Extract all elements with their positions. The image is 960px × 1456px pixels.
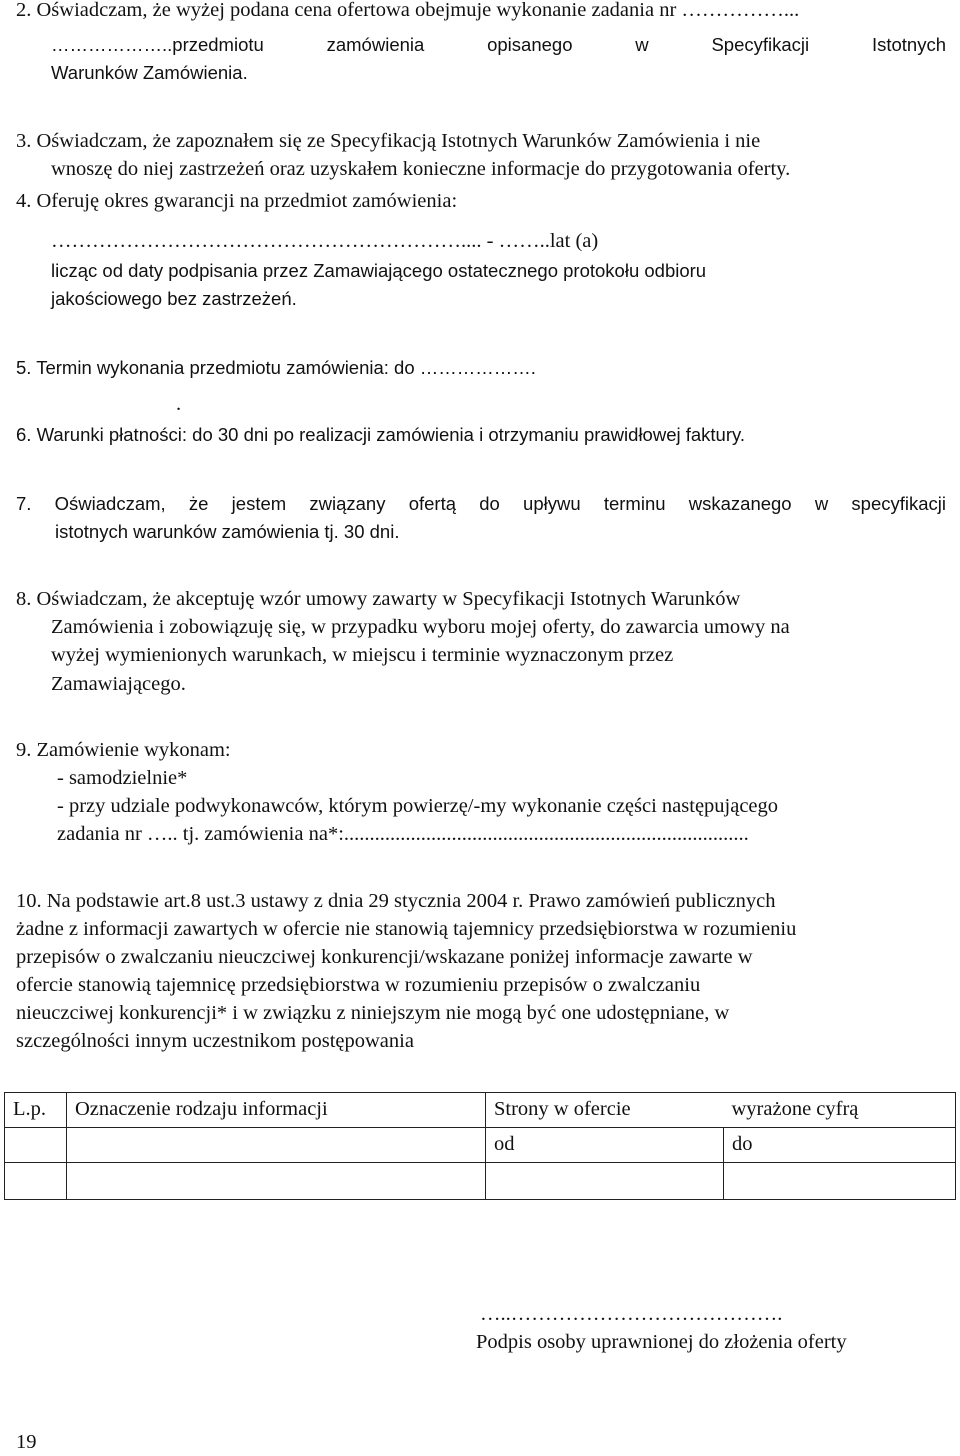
cell-empty [5, 1163, 67, 1200]
subheader-to: do [724, 1128, 956, 1163]
item-10-line-3: przepisów o zwalczaniu nieuczciwej konkurencji/wskazane poniżej informacje zawarte w [16, 946, 753, 968]
item-4-line-2: …………………………………………………….... - ……..lat (a) [51, 230, 599, 252]
item-10-line-2: żadne z informacji zawartych w ofercie nie stanowią tajemnicy przedsiębiorstwa w rozumieniu [16, 918, 797, 940]
confidential-info-table [4, 1092, 956, 1200]
subheader-from: od [486, 1128, 724, 1163]
header-info-type: Oznaczenie rodzaju informacji [67, 1093, 486, 1128]
signature-label: Podpis osoby uprawnionej do złożenia oferty [476, 1331, 847, 1353]
item-2-line-1: 2. Oświadczam, że wyżej podana cena ofertowa obejmuje wykonanie zadania nr ……………... [16, 0, 800, 21]
item-2-line-2: ………………..przedmiotu zamówienia opisanego w Specyfikacji Istotnych [51, 34, 946, 55]
item-10-line-6: szczególności innym uczestnikom postępowania [16, 1030, 414, 1052]
item-3-line-2: wnoszę do niej zastrzeżeń oraz uzyskałem konieczne informacje do przygotowania oferty. [51, 158, 791, 180]
signature-dots: …..…………………………………. [480, 1303, 783, 1325]
header-digits: wyrażone cyfrą [724, 1093, 956, 1128]
item-3-line-1: 3. Oświadczam, że zapoznałem się ze Specyfikacją Istotnych Warunków Zamówienia i nie [16, 130, 761, 152]
cell-empty [67, 1163, 486, 1200]
item-9-line-3: - przy udziale podwykonawców, którym powierzę/-my wykonanie części następującego [57, 795, 779, 817]
cell-empty [67, 1128, 486, 1163]
item-4-line-1: 4. Oferuję okres gwarancji na przedmiot zamówienia: [16, 190, 458, 212]
item-7-line-2: istotnych warunków zamówienia tj. 30 dni. [55, 521, 400, 542]
item-10-line-5: nieuczciwej konkurencji* i w związku z niniejszym nie mogą być one udostępniane, w [16, 1002, 730, 1024]
item-8-line-1: 8. Oświadczam, że akceptuję wzór umowy zawarty w Specyfikacji Istotnych Warunków [16, 588, 741, 610]
item-8-line-4: Zamawiającego. [51, 673, 186, 695]
table-header-row [5, 1093, 956, 1128]
cell-empty [5, 1128, 67, 1163]
item-8-line-3: wyżej wymienionych warunkach, w miejscu i terminie wyznaczonym przez [51, 644, 674, 666]
item-9-line-1: 9. Zamówienie wykonam: [16, 739, 231, 761]
item-5-line-1: 5. Termin wykonania przedmiotu zamówienia: do ………………. [16, 357, 536, 378]
item-4-line-4: jakościowego bez zastrzeżeń. [51, 288, 297, 309]
item-9-line-4: zadania nr ….. tj. zamówienia na*:............................................................................... [57, 823, 749, 845]
item-2-line-3: Warunków Zamówienia. [51, 62, 248, 83]
item-10-line-1: 10. Na podstawie art.8 ust.3 ustawy z dnia 29 stycznia 2004 r. Prawo zamówień publicznych [16, 890, 776, 912]
header-pages: Strony w ofercie [486, 1093, 724, 1128]
item-8-line-2: Zamówienia i zobowiązuję się, w przypadku wyboru mojej oferty, do zawarcia umowy na [51, 616, 790, 638]
table-row [5, 1163, 956, 1200]
item-6-line-1: 6. Warunki płatności: do 30 dni po realizacji zamówienia i otrzymaniu prawidłowej faktury. [16, 424, 746, 445]
table-subheader-row [5, 1128, 956, 1163]
item-5-line-2: . [176, 393, 182, 415]
cell-empty [486, 1163, 724, 1200]
cell-empty [724, 1163, 956, 1200]
item-10-line-4: ofercie stanowią tajemnicę przedsiębiorstwa w rozumieniu przepisów o zwalczaniu [16, 974, 701, 996]
item-7-line-1: 7. Oświadczam, że jestem związany ofertą do upływu terminu wskazanego w specyfikacji [16, 493, 946, 514]
item-4-label [16, 187, 457, 215]
page-number: 19 [16, 1431, 37, 1453]
item-4-line-3: licząc od daty podpisania przez Zamawiającego ostatecznego protokołu odbioru [51, 260, 707, 281]
header-lp: L.p. [5, 1093, 67, 1128]
item-9-line-2: - samodzielnie* [57, 767, 188, 789]
